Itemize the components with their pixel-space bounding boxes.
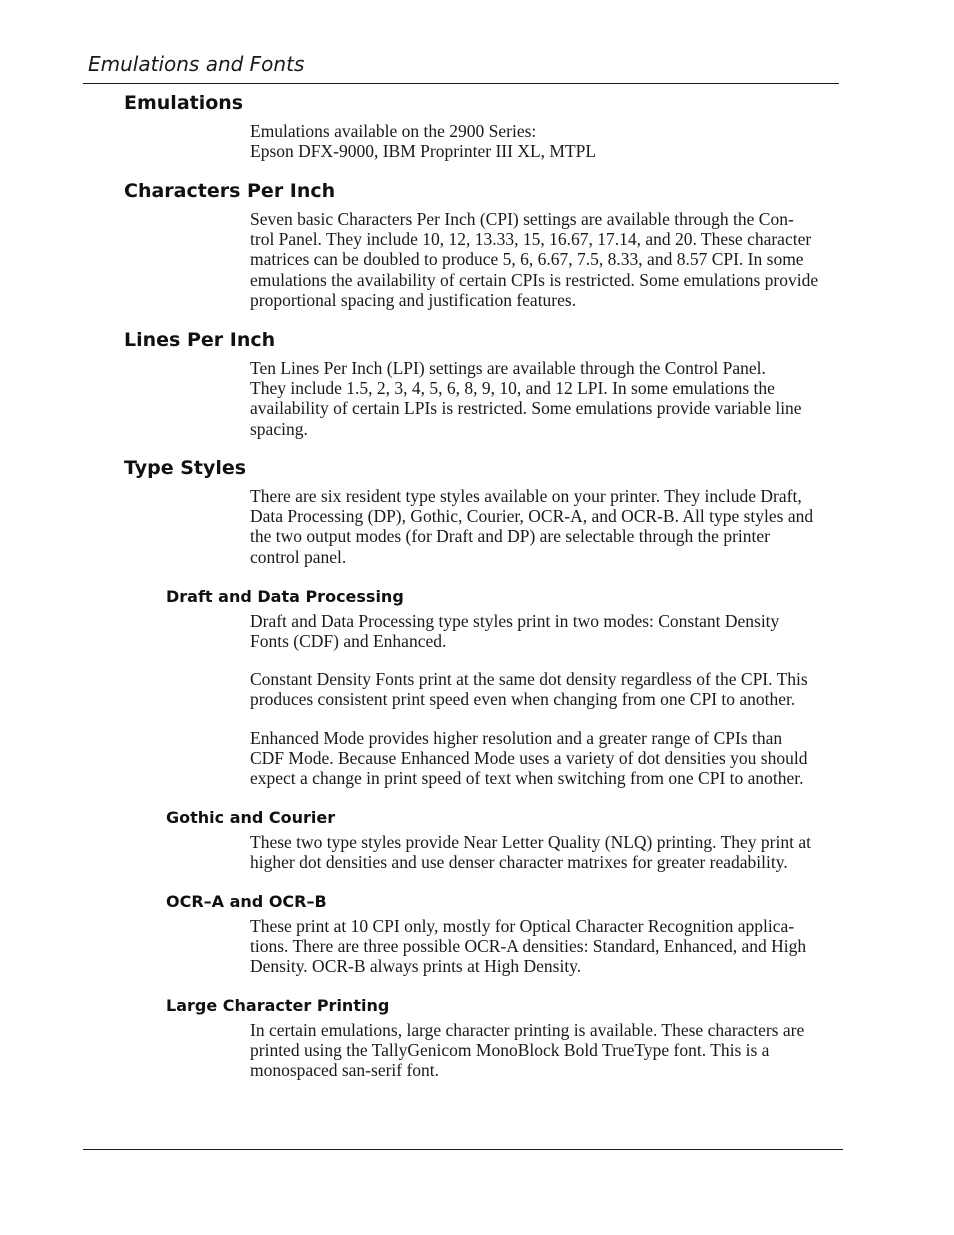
text-line: Draft and Data Processing type styles print in two modes: Constant Density [250, 611, 780, 631]
paragraph-cdf [250, 669, 845, 709]
text-line: trol Panel. They include 10, 12, 13.33, 15, 16.67, 17.14, and 20. These character [250, 229, 812, 250]
text-line: tions. There are three possible OCR-A densities: Standard, Enhanced, and High [250, 936, 807, 957]
heading-large-character-printing: Large Character Printing [166, 996, 390, 1015]
text-line: Enhanced Mode provides higher resolution and a greater range of CPIs than [250, 728, 783, 748]
text-line: spacing. [250, 418, 308, 439]
heading-emulations: Emulations [124, 92, 244, 114]
text-line: These print at 10 CPI only, mostly for Optical Character Recognition applica- [250, 916, 795, 936]
text-line: They include 1.5, 2, 3, 4, 5, 6, 8, 9, 10, and 12 LPI. In some emulations the [250, 378, 775, 399]
text-line: emulations the availability of certain CPIs is restricted. Some emulations provide [250, 269, 819, 290]
text-line: higher dot densities and use denser character matrixes for greater readability. [250, 852, 788, 873]
text-line: Fonts (CDF) and Enhanced. [250, 631, 447, 652]
text-line: Data Processing (DP), Gothic, Courier, OCR-A, and OCR-B. All type styles and [250, 506, 814, 527]
text-line: availability of certain LPIs is restricted. Some emulations provide variable line [250, 398, 802, 419]
header-rule [83, 83, 839, 84]
heading-type-styles: Type Styles [124, 457, 247, 479]
paragraph-cpi [250, 209, 845, 310]
text-line: the two output modes (for Draft and DP) are selectable through the printer [250, 526, 770, 547]
text-line: printed using the TallyGenicom MonoBlock Bold TrueType font. This is a [250, 1040, 770, 1061]
text-line: Seven basic Characters Per Inch (CPI) settings are available through the Con- [250, 209, 794, 229]
heading-characters-per-inch: Characters Per Inch [124, 180, 336, 202]
text-line: Constant Density Fonts print at the same dot density regardless of the CPI. This [250, 669, 808, 689]
heading-draft-and-data-processing: Draft and Data Processing [166, 587, 404, 606]
paragraph-gothic-courier [250, 832, 845, 872]
text-line: Epson DFX-9000, IBM Proprinter III XL, MTPL [250, 141, 597, 162]
text-line: Density. OCR-B always prints at High Density. [250, 956, 582, 977]
text-line: In certain emulations, large character printing is available. These characters are [250, 1020, 805, 1040]
text-line: Ten Lines Per Inch (LPI) settings are available through the Control Panel. [250, 358, 766, 378]
paragraph-type-styles [250, 486, 845, 567]
paragraph-enhanced-mode [250, 728, 845, 789]
heading-ocr-a-and-ocr-b: OCR–A and OCR–B [166, 892, 327, 911]
running-head-title: Emulations and Fonts [88, 52, 305, 76]
paragraph-lpi [250, 358, 845, 439]
paragraph-draft-modes [250, 611, 845, 651]
text-line: matrices can be doubled to produce 5, 6, 6.67, 7.5, 8.33, and 8.57 CPI. In some [250, 249, 804, 270]
text-line: CDF Mode. Because Enhanced Mode uses a variety of dot densities you should [250, 748, 808, 769]
text-line: expect a change in print speed of text when switching from one CPI to another. [250, 768, 804, 789]
text-line: There are six resident type styles available on your printer. They include Draft, [250, 486, 802, 506]
text-line: monospaced san-serif font. [250, 1060, 440, 1081]
text-line: control panel. [250, 546, 347, 567]
paragraph-emulations [250, 121, 845, 161]
heading-lines-per-inch: Lines Per Inch [124, 329, 276, 351]
paragraph-large-character [250, 1020, 845, 1081]
text-line: proportional spacing and justification features. [250, 289, 577, 310]
text-line: produces consistent print speed even when changing from one CPI to another. [250, 689, 796, 710]
text-line: These two type styles provide Near Letter Quality (NLQ) printing. They print at [250, 832, 811, 852]
footer-rule [83, 1149, 843, 1150]
heading-gothic-and-courier: Gothic and Courier [166, 808, 336, 827]
text-line: Emulations available on the 2900 Series: [250, 121, 537, 141]
paragraph-ocr [250, 916, 845, 977]
